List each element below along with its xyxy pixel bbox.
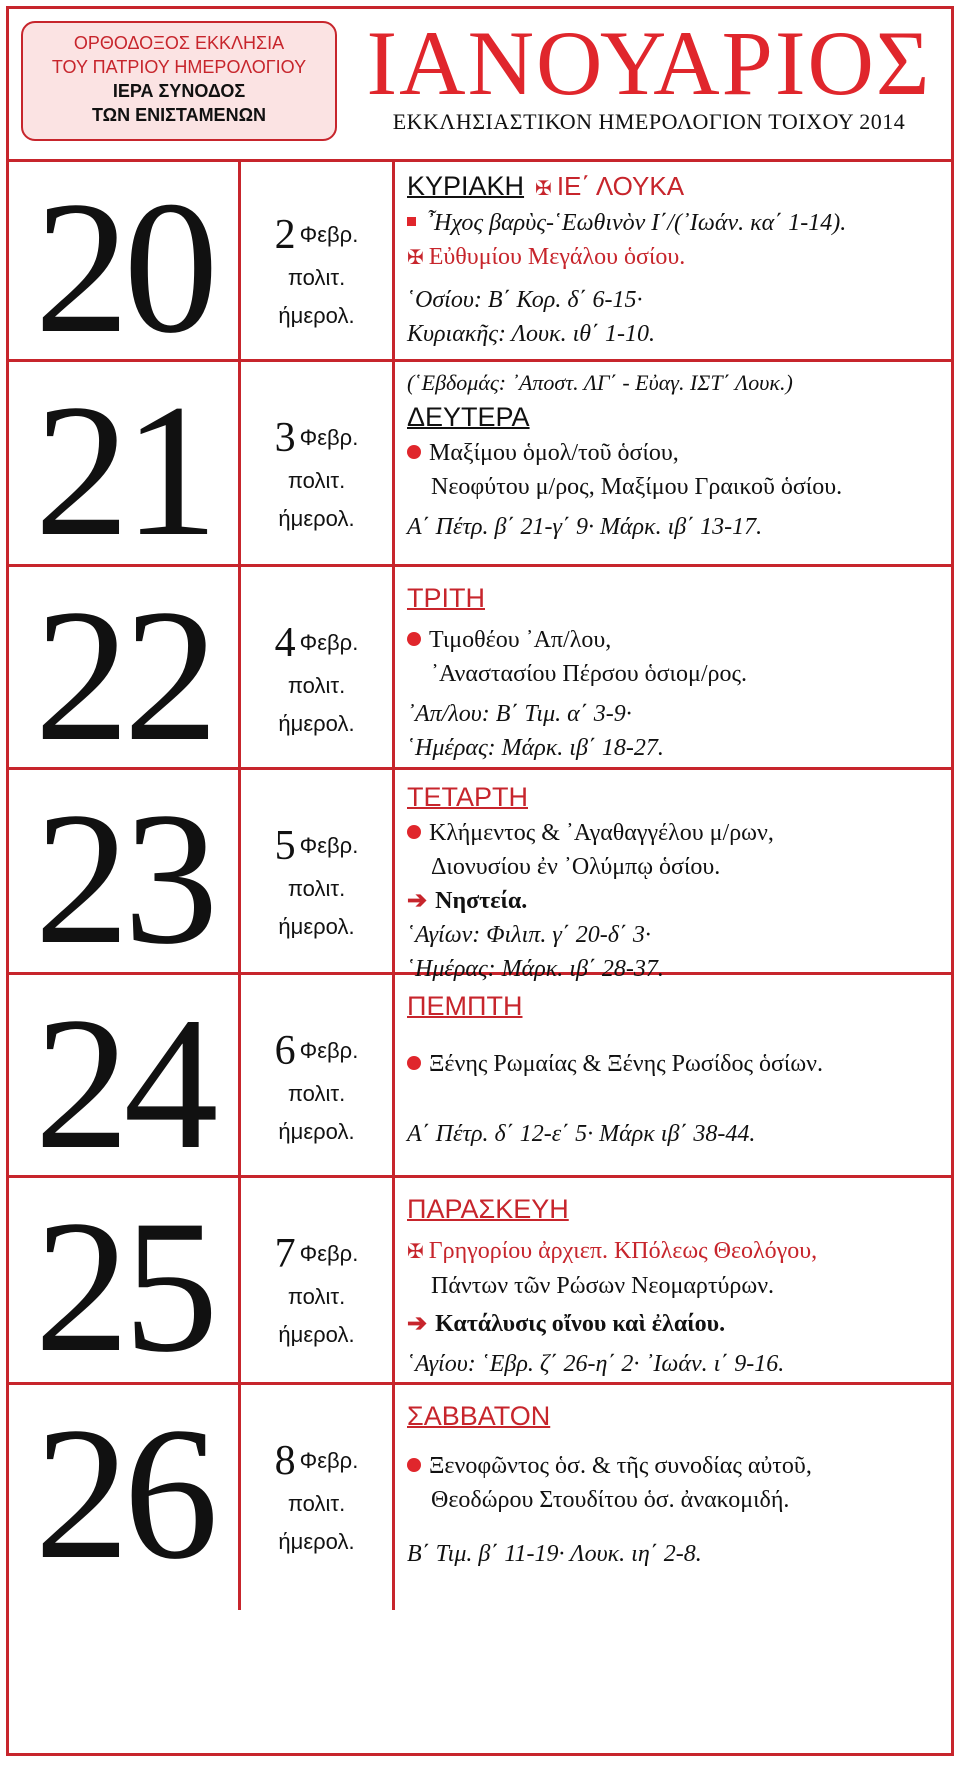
julian-month: Φεβρ.: [299, 1448, 359, 1473]
saints-line-1: Ξενοφῶντος ὁσ. & τῆς συνοδίας αὐτοῦ,: [429, 1453, 812, 1479]
day-row: [9, 1385, 951, 1610]
day-row: [9, 567, 951, 770]
julian-label-2: ήμερολ.: [278, 711, 355, 736]
tone-line: ῏Ηχος βαρὺς-῾Εωθινὸν Ι΄/(᾿Ιωάν. κα΄ 1-14).: [426, 210, 847, 236]
julian-day: 4: [274, 620, 296, 666]
organization-box: [21, 21, 337, 141]
bullet-icon: [407, 1458, 421, 1472]
julian-label-2: ήμερολ.: [278, 1119, 355, 1144]
cross-icon: ✠: [530, 178, 557, 200]
calendar-page: [6, 6, 954, 1756]
day-name: ΠΕΜΠΤΗ: [407, 991, 523, 1021]
calendar-subtitle: ΕΚΚΛΗΣΙΑΣΤΙΚΟΝ ΗΜΕΡΟΛΟΓΙΟΝ ΤΟΙΧΟΥ 2014: [392, 109, 906, 134]
calendar-header: [9, 9, 951, 162]
cross-icon: ✠: [407, 247, 429, 269]
day-number: 22: [9, 567, 241, 767]
julian-month: Φεβρ.: [299, 630, 359, 655]
day-number: 20: [9, 159, 241, 359]
day-number: 21: [9, 362, 241, 564]
julian-month: Φεβρ.: [299, 1241, 359, 1266]
bullet-icon: [407, 1056, 421, 1070]
day-content: [407, 975, 943, 1175]
fasting-note: Κατάλυσις οἴνου καὶ ἐλαίου.: [435, 1311, 726, 1337]
julian-date: [241, 362, 395, 564]
sunday-title: ΙΕ΄ ΛΟΥΚΑ: [556, 171, 685, 201]
reading-line-1: ῾Αγίου: ῾Εβρ. ζ΄ 26-η΄ 2· ᾿Ιωάν. ι΄ 9-16.: [407, 1351, 785, 1377]
org-line-2: ΤΟΥ ΠΑΤΡΙΟΥ ΗΜΕΡΟΛΟΓΙΟΥ: [51, 57, 307, 77]
julian-date: [241, 567, 395, 767]
reading-line-1: Α΄ Πέτρ. δ΄ 12-ε΄ 5· Μάρκ ιβ΄ 38-44.: [407, 1121, 756, 1147]
julian-label-1: πολιτ.: [287, 1491, 346, 1516]
square-bullet-icon: [407, 217, 416, 226]
julian-date: [241, 1178, 395, 1382]
feast-line: Εὐθυμίου Μεγάλου ὁσίου.: [428, 244, 686, 270]
julian-date: [241, 1385, 395, 1610]
day-name: ΔΕΥΤΕΡΑ: [407, 402, 530, 432]
saints-line-2: Διονυσίου ἐν ᾿Ολύμπῳ ὁσίου.: [431, 854, 721, 880]
saints-line-1: Κλήμεντος & ᾿Αγαθαγγέλου μ/ρων,: [429, 820, 774, 846]
saints-line-1: Τιμοθέου ᾿Απ/λου,: [429, 627, 612, 653]
day-name: ΚΥΡΙΑΚΗ: [407, 171, 525, 201]
reading-line-1: ᾿Απ/λου: Β΄ Τιμ. α΄ 3-9·: [407, 701, 632, 727]
julian-day: 5: [274, 823, 296, 869]
day-row: [9, 1178, 951, 1385]
reading-line-1: Β΄ Τιμ. β΄ 11-19· Λουκ. ιη΄ 2-8.: [407, 1541, 702, 1567]
day-content: [407, 567, 943, 767]
julian-label-1: πολιτ.: [287, 876, 346, 901]
julian-label-1: πολιτ.: [287, 468, 346, 493]
day-name: ΤΡΙΤΗ: [407, 583, 485, 613]
julian-day: 7: [274, 1231, 296, 1277]
org-line-4: ΤΩΝ ΕΝΙΣΤΑΜΕΝΩΝ: [92, 105, 266, 125]
julian-label-1: πολιτ.: [287, 1081, 346, 1106]
julian-label-1: πολιτ.: [287, 265, 346, 290]
julian-month: Φεβρ.: [299, 425, 359, 450]
week-readings: (῾Εβδομάς: ᾿Αποστ. ΛΓ΄ - Εὐαγ. ΙΣΤ΄ Λουκ.): [407, 370, 793, 395]
julian-day: 3: [274, 415, 296, 461]
saints-line-2: Θεοδώρου Στουδίτου ὁσ. ἀνακομιδή.: [431, 1487, 790, 1513]
saints-line-2: Νεοφύτου μ/ρος, Μαξίμου Γραικοῦ ὁσίου.: [431, 474, 843, 500]
day-content: [407, 159, 943, 359]
day-content: [407, 1178, 943, 1382]
day-content: [407, 1385, 943, 1610]
feast-line-1: Γρηγορίου ἀρχιεπ. ΚΠόλεως Θεολόγου,: [428, 1238, 818, 1264]
julian-label-2: ήμερολ.: [278, 303, 355, 328]
bullet-icon: [407, 632, 421, 646]
saints-line-1: Ξένης Ρωμαίας & Ξένης Ρωσίδος ὁσίων.: [429, 1051, 824, 1077]
day-row: [9, 159, 951, 362]
cross-icon: ✠: [407, 1241, 429, 1263]
julian-day: 2: [274, 212, 296, 258]
julian-label-2: ήμερολ.: [278, 1322, 355, 1347]
org-line-1: ΟΡΘΟΔΟΞΟΣ ΕΚΚΛΗΣΙΑ: [73, 33, 285, 53]
day-number: 24: [9, 975, 241, 1175]
arrow-right-icon: ➔: [407, 888, 428, 914]
julian-date: [241, 770, 395, 972]
org-line-3: ΙΕΡΑ ΣΥΝΟΔΟΣ: [112, 81, 246, 101]
day-number: 25: [9, 1178, 241, 1382]
julian-label-2: ήμερολ.: [278, 506, 355, 531]
bullet-icon: [407, 825, 421, 839]
julian-label-1: πολιτ.: [287, 1284, 346, 1309]
day-name: ΠΑΡΑΣΚΕΥΗ: [407, 1194, 569, 1224]
day-name: ΣΑΒΒΑΤΟΝ: [407, 1401, 551, 1431]
julian-date: [241, 159, 395, 359]
day-row: [9, 975, 951, 1178]
julian-month: Φεβρ.: [299, 1038, 359, 1063]
day-rows: [9, 159, 951, 1610]
julian-month: Φεβρ.: [299, 833, 359, 858]
month-title: ΙΑΝΟΥΑΡΙΟΣ: [366, 12, 932, 114]
reading-line-2: ῾Ημέρας: Μάρκ. ιβ΄ 18-27.: [407, 735, 664, 761]
saints-line-1: Μαξίμου ὁμολ/τοῦ ὁσίου,: [429, 440, 679, 466]
feast-line-2: Πάντων τῶν Ρώσων Νεομαρτύρων.: [431, 1273, 775, 1299]
bullet-icon: [407, 445, 421, 459]
saints-line-2: ᾿Αναστασίου Πέρσου ὁσιομ/ρος.: [431, 661, 748, 687]
fasting-note: Νηστεία.: [435, 888, 528, 914]
arrow-right-icon: ➔: [407, 1311, 428, 1337]
reading-line-1: ῾Αγίων: Φιλιπ. γ΄ 20-δ΄ 3·: [407, 922, 651, 948]
julian-month: Φεβρ.: [299, 222, 359, 247]
day-number: 26: [9, 1385, 241, 1610]
julian-day: 8: [274, 1438, 296, 1484]
julian-label-2: ήμερολ.: [278, 1529, 355, 1554]
day-row: [9, 770, 951, 982]
julian-label-2: ήμερολ.: [278, 914, 355, 939]
day-row: [9, 362, 951, 567]
julian-label-1: πολιτ.: [287, 673, 346, 698]
reading-line-2: ῾Ημέρας: Μάρκ. ιβ΄ 28-37.: [407, 956, 664, 982]
reading-line-1: ῾Οσίου: Β΄ Κορ. δ΄ 6-15·: [407, 287, 643, 313]
reading-line-1: Α΄ Πέτρ. β΄ 21-γ΄ 9· Μάρκ. ιβ΄ 13-17.: [407, 514, 763, 540]
day-number: 23: [9, 770, 241, 972]
julian-day: 6: [274, 1028, 296, 1074]
reading-line-2: Κυριακῆς: Λουκ. ιθ΄ 1-10.: [407, 321, 656, 347]
day-content: [407, 362, 943, 564]
julian-date: [241, 975, 395, 1175]
day-name: ΤΕΤΑΡΤΗ: [407, 782, 528, 812]
day-content: [407, 770, 943, 982]
